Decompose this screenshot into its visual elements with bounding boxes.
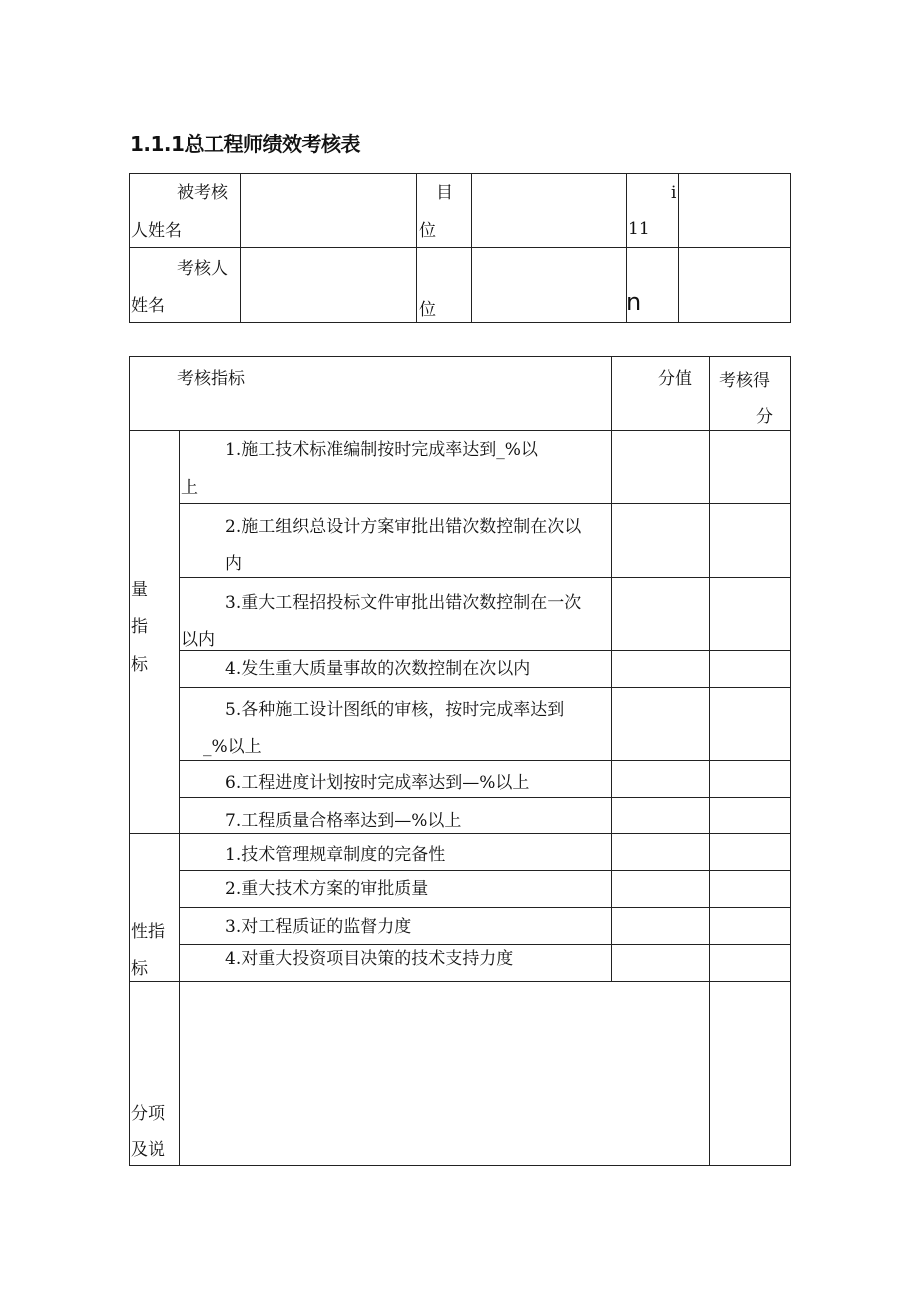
evaluee-name-label-1: 被考核 [177, 183, 228, 203]
quant-item-5-line1: 5.各种施工设计图纸的审核，按时完成率达到 [225, 700, 565, 720]
qual-item-3: 3.对工程质证的监督力度 [225, 917, 412, 937]
main-row-divider [179, 797, 791, 798]
position-label-1: 目 [436, 183, 453, 203]
indicator-header: 考核指标 [177, 369, 245, 389]
quant-item-7-line1: 7.工程质量合格率达到—%以上 [225, 811, 462, 831]
header-row-divider [129, 247, 791, 248]
header-col-divider [471, 173, 472, 323]
main-row-divider [179, 577, 791, 578]
header-col5-mark-1: i [671, 183, 677, 203]
quant-item-1-line1: 1.施工技术标准编制按时完成率达到_%以 [225, 440, 538, 460]
quant-item-1-line2: 上 [181, 478, 198, 498]
main-row-divider [179, 907, 791, 908]
header-col-divider [416, 173, 417, 323]
main-row-divider [179, 760, 791, 761]
quant-item-4-line1: 4.发生重大质量事故的次数控制在次以内 [225, 659, 531, 679]
evaluee-name-label-2: 人姓名 [131, 221, 182, 241]
main-row-divider [179, 687, 791, 688]
quant-item-6-line1: 6.工程进度计划按时完成率达到—%以上 [225, 773, 530, 793]
quant-item-3-line2: 以内 [181, 630, 215, 650]
main-row-divider [129, 430, 791, 431]
header-col-divider [678, 173, 679, 323]
quant-item-2-line2: 内 [225, 554, 242, 574]
qualitative-label-2: 标 [131, 959, 148, 979]
main-row-divider [179, 650, 791, 651]
footer-label-2: 及说 [131, 1140, 165, 1160]
qual-item-4: 4.对重大投资项目决策的技术支持力度 [225, 949, 514, 969]
quantitative-label-1: 量 [131, 580, 148, 600]
footer-label-1: 分项 [131, 1104, 165, 1124]
evaluator-name-label-1: 考核人 [177, 259, 228, 279]
quantitative-label-2: 指 [131, 617, 148, 637]
main-row-divider [129, 833, 791, 834]
quant-item-3-line1: 3.重大工程招投标文件审批出错次数控制在一次 [225, 593, 582, 613]
qualitative-label-1: 性指 [131, 922, 165, 942]
qual-item-1: 1.技术管理规章制度的完备性 [225, 845, 446, 865]
position-label-3: 位 [419, 300, 436, 320]
main-table-border [129, 356, 791, 1166]
quant-item-2-line1: 2.施工组织总设计方案审批出错次数控制在次以 [225, 517, 582, 537]
main-row-divider [179, 503, 791, 504]
header-table-border [129, 173, 791, 323]
score-got-header-1: 考核得 [719, 371, 770, 391]
evaluator-name-label-2: 姓名 [131, 296, 165, 316]
main-row-divider [129, 981, 791, 982]
position-label-2: 位 [419, 221, 436, 241]
main-row-divider [179, 944, 791, 945]
main-col-divider [709, 356, 710, 1166]
qual-item-2: 2.重大技术方案的审批质量 [225, 879, 429, 899]
main-col-divider [611, 356, 612, 982]
header-col-divider [240, 173, 241, 323]
quant-item-5-line2: _%以上 [203, 737, 262, 757]
main-row-divider [179, 870, 791, 871]
score-value-header: 分值 [658, 369, 692, 389]
quantitative-label-3: 标 [131, 655, 148, 675]
header-col5-mark-3: n [626, 288, 642, 316]
page-title: 1.1.1总工程师绩效考核表 [130, 132, 360, 156]
score-got-header-2: 分 [756, 407, 773, 427]
header-col5-mark-2: 11 [628, 219, 650, 239]
